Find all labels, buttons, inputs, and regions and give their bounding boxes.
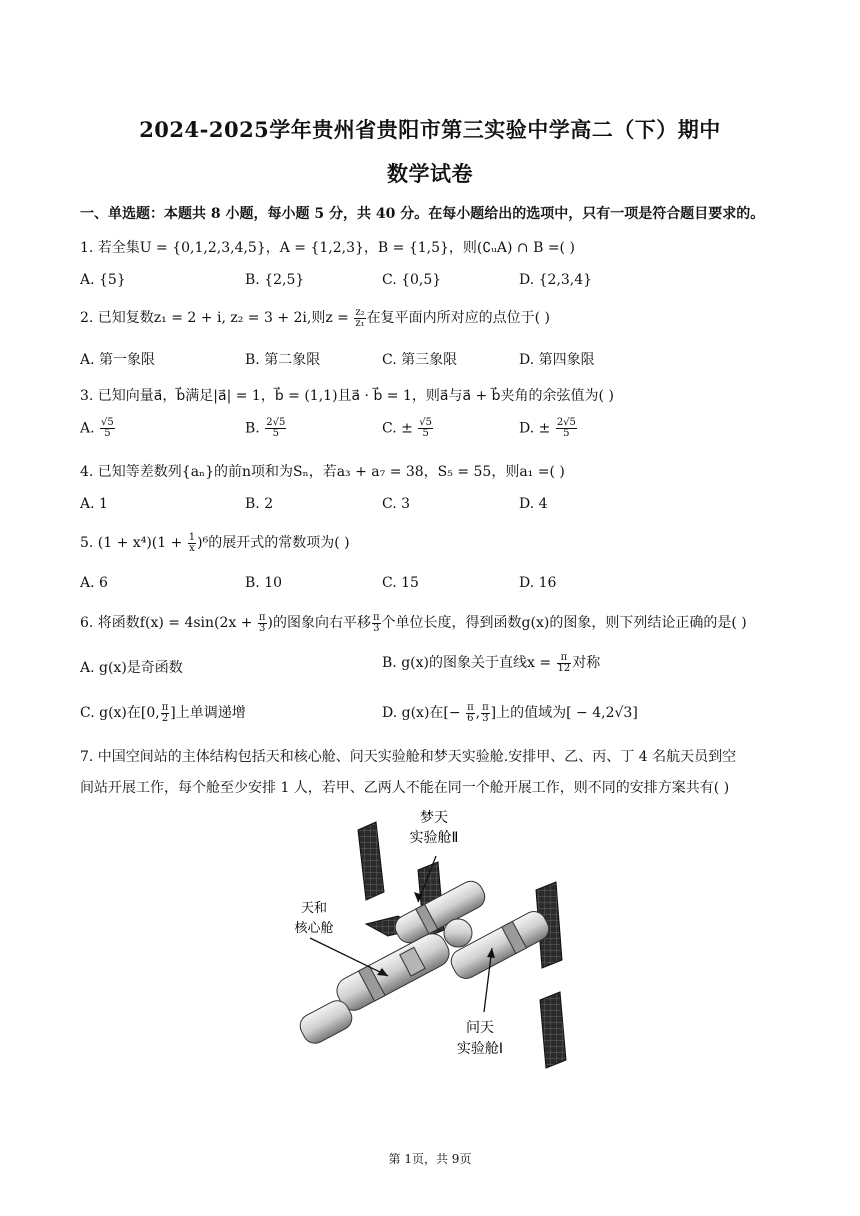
question-5-option-d: D. 16 <box>519 575 557 591</box>
question-1-option-d: D. {2,3,4} <box>519 272 593 288</box>
question-3-stem: 3. 已知向量a⃗，b⃗满足|a⃗| = 1，b⃗ = (1,1)且a⃗ · b⃗ = 1，则a⃗与a⃗ + b⃗夹角的余弦值为( ) <box>80 388 614 404</box>
solar-panel <box>540 992 566 1068</box>
docking-node <box>444 919 472 947</box>
question-1-option-c: C. {0,5} <box>382 272 442 288</box>
question-6-option-d: D. g(x)在[− $\frac{\pi}{6}$ , $\frac{\pi}{3}$ ]上的值域为[ − 4,2√3] <box>382 701 638 724</box>
label-wentian-1: 问天 <box>466 1019 494 1035</box>
solar-panel <box>358 822 384 900</box>
question-6-option-c: C. g(x)在[0, $\frac{\pi}{2}$ ]上单调递增 <box>80 701 246 724</box>
question-2-option-b: B. 第二象限 <box>245 352 321 368</box>
question-5-stem: 5. (1 + x⁴)(1 + $\frac{1}{x}$ )⁶的展开式的常数项为( ) <box>80 531 350 554</box>
question-6-option-a: A. g(x)是奇函数 <box>80 660 183 676</box>
question-4-option-a: A. 1 <box>80 496 108 512</box>
label-tianhe-1: 天和 <box>300 900 328 915</box>
question-4-option-b: B. 2 <box>245 496 274 512</box>
question-4-stem: 4. 已知等差数列{aₙ}的前n项和为Sₙ，若a₃ + a₇ = 38，S₅ = 55，则a₁ =( ) <box>80 464 565 480</box>
label-mengtian-1: 梦天 <box>420 809 448 825</box>
question-1-stem: 1. 若全集U = {0,1,2,3,4,5}，A = {1,2,3}，B = {1,5}，则(∁ᵤA) ∩ B =( ) <box>80 240 575 256</box>
fraction: $\frac{\text{z₂}}{\text{z₁}}$ <box>355 306 365 329</box>
label-mengtian-2: 实验舱Ⅱ <box>409 829 459 845</box>
arrow-tianhe <box>310 938 388 976</box>
question-4-option-c: C. 3 <box>382 496 411 512</box>
question-3-option-a: A. $\frac{√5}{5}$ <box>80 417 114 439</box>
question-5-option-a: A. 6 <box>80 575 108 591</box>
question-3-option-b: B. $\frac{2√5}{5}$ <box>245 417 286 439</box>
page-footer: 第 1页，共 9页 <box>388 1152 472 1166</box>
label-tianhe-2: 核心舱 <box>294 920 334 935</box>
question-4-option-d: D. 4 <box>519 496 548 512</box>
question-2-stem: 2. 已知复数z₁ = 2 + i, z₂ = 3 + 2i,则z = $\frac{\text{z₂}}{\text{z₁}}$ 在复平面内所对应的点位于( ) <box>80 306 550 329</box>
section-heading: 一、单选题：本题共 8 小题，每小题 5 分，共 40 分。在每小题给出的选项中，只有一项是符合题目要求的。 <box>80 206 765 222</box>
exam-title: 2024-2025学年贵州省贵阳市第三实验中学高二（下）期中 <box>139 117 721 142</box>
label-wentian-2: 实验舱Ⅰ <box>456 1040 504 1056</box>
question-3-option-c: C. ± $\frac{√5}{5}$ <box>382 417 433 439</box>
question-6-stem: 6. 将函数f(x) = 4sin(2x + $\frac{\pi}{3}$ )的图象向右平移 $\frac{\pi}{3}$ 个单位长度，得到函数g(x)的图象，则下列结论正确的是( ) <box>80 611 747 634</box>
space-station-figure <box>268 800 588 1070</box>
question-7-stem-line2: 间站开展工作，每个舱至少安排 1 人，若甲、乙两人不能在同一个舱开展工作，则不同的安排方案共有( ) <box>80 780 730 796</box>
question-6-option-b: B. g(x)的图象关于直线x = $\frac{\pi}{12}$ 对称 <box>382 651 601 674</box>
question-2-option-a: A. 第一象限 <box>80 352 156 368</box>
question-5-option-c: C. 15 <box>382 575 419 591</box>
exam-subtitle: 数学试卷 <box>387 161 473 186</box>
question-1-option-a: A. {5} <box>80 272 126 288</box>
question-1-option-b: B. {2,5} <box>245 272 305 288</box>
question-2-option-d: D. 第四象限 <box>519 352 595 368</box>
question-2-option-c: C. 第三象限 <box>382 352 458 368</box>
question-3-option-d: D. ± $\frac{2√5}{5}$ <box>519 417 576 439</box>
question-7-stem-line1: 7. 中国空间站的主体结构包括天和核心舱、问天实验舱和梦天实验舱.安排甲、乙、丙、丁 4 名航天员到空 <box>80 749 737 765</box>
question-5-option-b: B. 10 <box>245 575 283 591</box>
